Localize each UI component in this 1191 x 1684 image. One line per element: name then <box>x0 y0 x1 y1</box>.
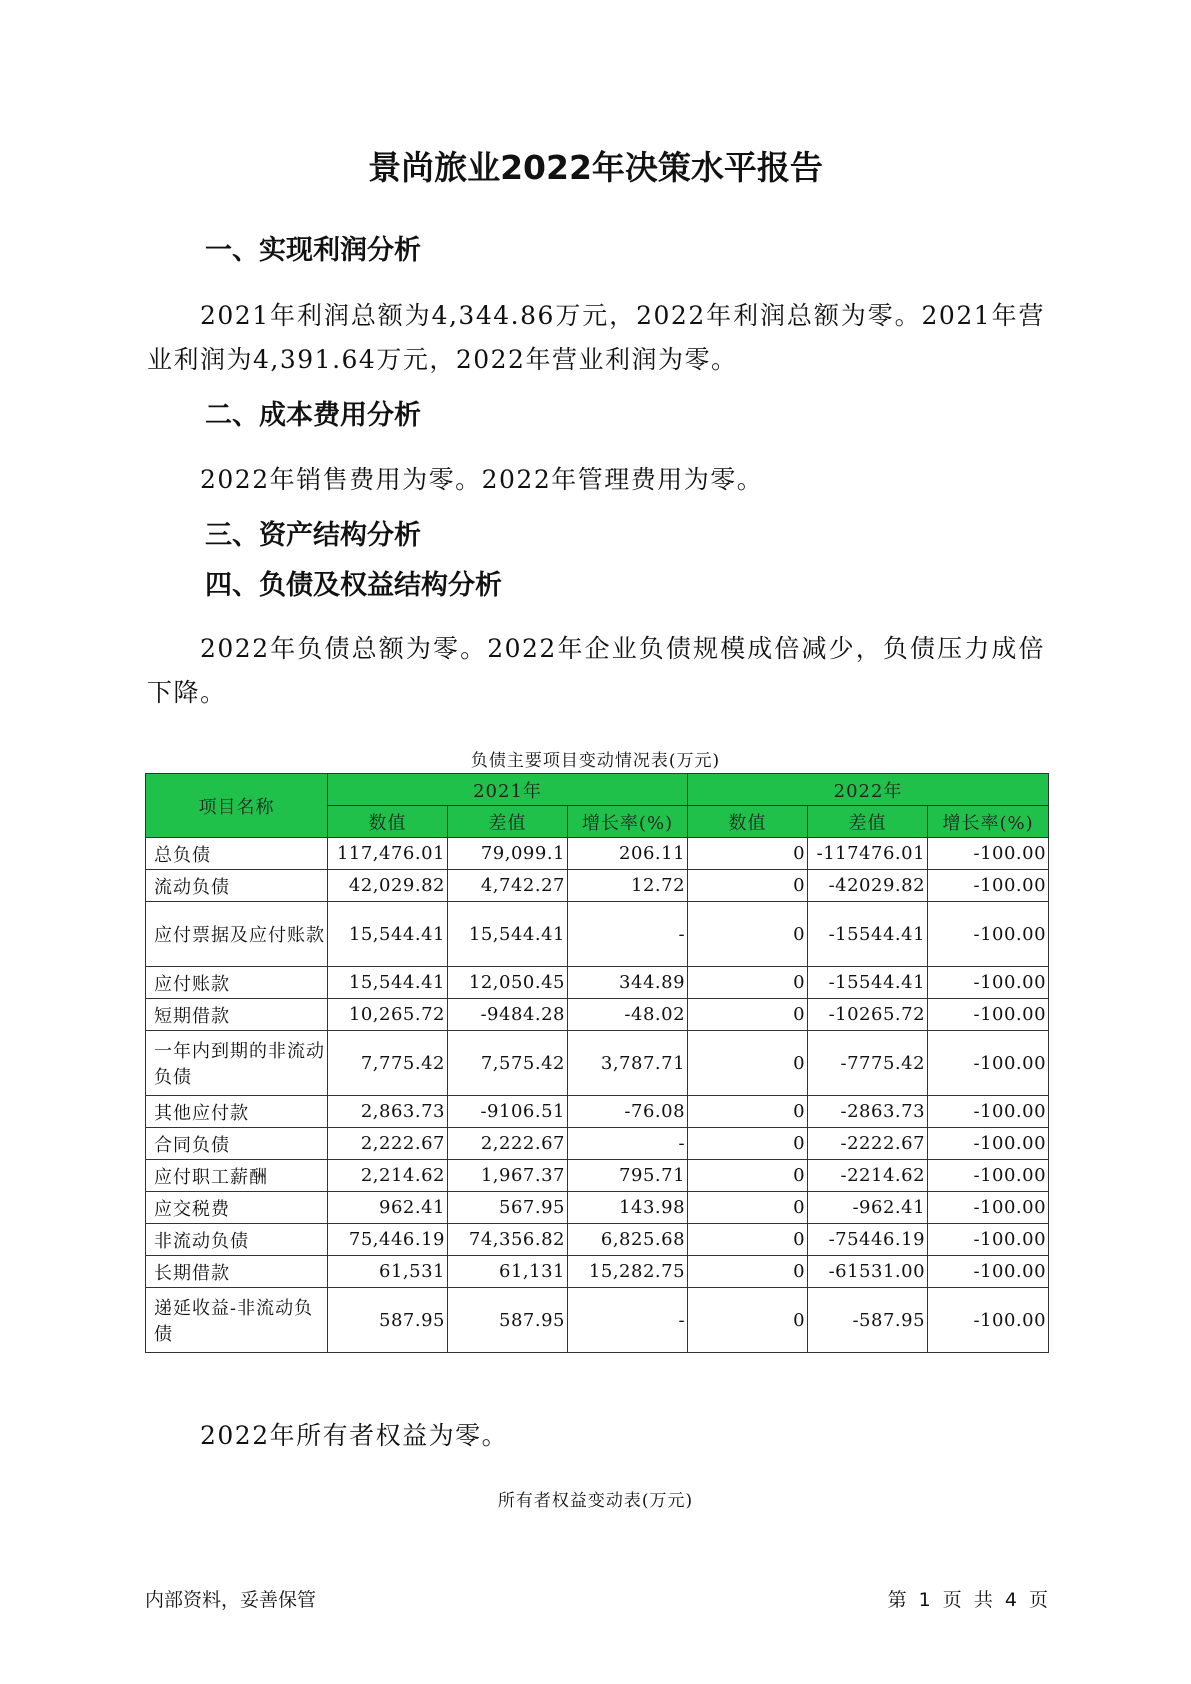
table-cell-value: -2222.67 <box>808 1128 928 1160</box>
table-cell-value: 0 <box>688 1224 808 1256</box>
header-value-2021: 数值 <box>328 806 448 838</box>
section-heading-cost: 二、成本费用分析 <box>205 400 421 431</box>
table-row <box>146 1031 1049 1096</box>
table-cell-value: 795.71 <box>568 1160 688 1192</box>
table-cell-item: 合同负债 <box>146 1128 328 1160</box>
table-cell-value: 12,050.45 <box>448 967 568 999</box>
table-cell-value: 7,575.42 <box>448 1031 568 1096</box>
table-cell-item: 应付票据及应付账款 <box>146 902 328 967</box>
page-title: 景尚旅业2022年决策水平报告 <box>368 148 823 187</box>
table-cell-item: 短期借款 <box>146 999 328 1031</box>
table-cell-value: -75446.19 <box>808 1224 928 1256</box>
equity-table-caption: 所有者权益变动表(万元) <box>497 1491 694 1511</box>
table-row <box>146 1192 1049 1224</box>
header-diff-2022: 差值 <box>808 806 928 838</box>
table-cell-value: -100.00 <box>928 999 1049 1031</box>
table-cell-value: -61531.00 <box>808 1256 928 1288</box>
table-cell-value: - <box>568 902 688 967</box>
table-cell-value: 2,222.67 <box>328 1128 448 1160</box>
table-cell-value: 42,029.82 <box>328 870 448 902</box>
table-cell-value: 0 <box>688 1192 808 1224</box>
table-cell-value: 6,825.68 <box>568 1224 688 1256</box>
table-cell-value: -48.02 <box>568 999 688 1031</box>
table-cell-value: 1,967.37 <box>448 1160 568 1192</box>
header-value-2022: 数值 <box>688 806 808 838</box>
table-row <box>146 1160 1049 1192</box>
table-cell-value: -962.41 <box>808 1192 928 1224</box>
table-cell-item: 流动负债 <box>146 870 328 902</box>
table-cell-value: 567.95 <box>448 1192 568 1224</box>
header-growth-2021: 增长率(%) <box>568 806 688 838</box>
header-growth-2022: 增长率(%) <box>928 806 1049 838</box>
table-cell-item: 非流动负债 <box>146 1224 328 1256</box>
table-row <box>146 967 1049 999</box>
table-cell-item: 应交税费 <box>146 1192 328 1224</box>
table-cell-value: 4,742.27 <box>448 870 568 902</box>
section-heading-profit: 一、实现利润分析 <box>205 235 421 266</box>
footer-confidential: 内部资料，妥善保管 <box>145 1589 317 1611</box>
table-cell-value: 2,222.67 <box>448 1128 568 1160</box>
table-cell-value: -100.00 <box>928 1192 1049 1224</box>
table-row <box>146 1288 1049 1353</box>
table-row <box>146 838 1049 870</box>
table-row <box>146 1128 1049 1160</box>
table-cell-value: 344.89 <box>568 967 688 999</box>
table-cell-value: 587.95 <box>328 1288 448 1353</box>
section-text-profit: 2021年利润总额为4,344.86万元，2022年利润总额为零。2021年营业利润为4,391.64万元，2022年营业利润为零。 <box>147 301 1045 374</box>
footer-page-number: 第 1 页 共 4 页 <box>887 1589 1048 1611</box>
table-cell-item: 一年内到期的非流动负债 <box>146 1031 328 1096</box>
table-cell-value: 15,544.41 <box>328 967 448 999</box>
table-cell-value: 74,356.82 <box>448 1224 568 1256</box>
table-cell-value: -42029.82 <box>808 870 928 902</box>
table-cell-value: -10265.72 <box>808 999 928 1031</box>
table-cell-value: -117476.01 <box>808 838 928 870</box>
header-diff-2021: 差值 <box>448 806 568 838</box>
table-cell-item: 递延收益-非流动负债 <box>146 1288 328 1353</box>
table-cell-value: 0 <box>688 1160 808 1192</box>
table-cell-value: 0 <box>688 999 808 1031</box>
table-cell-value: 0 <box>688 870 808 902</box>
table-cell-item: 应付职工薪酬 <box>146 1160 328 1192</box>
table-cell-value: -100.00 <box>928 1096 1049 1128</box>
table-cell-value: -100.00 <box>928 1224 1049 1256</box>
section-text-cost: 2022年销售费用为零。2022年管理费用为零。 <box>200 465 764 494</box>
header-year-2022: 2022年 <box>688 774 1049 806</box>
table-cell-value: 12.72 <box>568 870 688 902</box>
table-cell-value: - <box>568 1128 688 1160</box>
table-row <box>146 1224 1049 1256</box>
table-cell-value: -9106.51 <box>448 1096 568 1128</box>
table-cell-item: 长期借款 <box>146 1256 328 1288</box>
table-row <box>146 870 1049 902</box>
table-cell-value: 0 <box>688 1031 808 1096</box>
table-cell-value: -7775.42 <box>808 1031 928 1096</box>
table-cell-value: 962.41 <box>328 1192 448 1224</box>
table-cell-value: -15544.41 <box>808 967 928 999</box>
table-cell-value: 15,282.75 <box>568 1256 688 1288</box>
table-cell-value: -100.00 <box>928 967 1049 999</box>
header-year-2021: 2021年 <box>328 774 688 806</box>
table-cell-value: 117,476.01 <box>328 838 448 870</box>
table-cell-value: 7,775.42 <box>328 1031 448 1096</box>
header-item-name: 项目名称 <box>146 774 328 838</box>
liability-table <box>145 773 1049 1353</box>
table-cell-value: -2863.73 <box>808 1096 928 1128</box>
table-cell-value: 61,531 <box>328 1256 448 1288</box>
liability-table-body <box>146 838 1049 1353</box>
table-cell-value: 0 <box>688 1288 808 1353</box>
table-cell-value: 0 <box>688 1256 808 1288</box>
table-cell-value: 10,265.72 <box>328 999 448 1031</box>
table-row <box>146 1256 1049 1288</box>
table-cell-value: 0 <box>688 1128 808 1160</box>
liability-table-caption: 负债主要项目变动情况表(万元) <box>470 751 721 771</box>
table-cell-item: 应付账款 <box>146 967 328 999</box>
table-row <box>146 902 1049 967</box>
table-cell-item: 其他应付款 <box>146 1096 328 1128</box>
table-cell-value: 15,544.41 <box>448 902 568 967</box>
table-cell-value: 0 <box>688 1096 808 1128</box>
table-cell-item: 总负债 <box>146 838 328 870</box>
table-cell-value: 61,131 <box>448 1256 568 1288</box>
table-cell-value: 2,214.62 <box>328 1160 448 1192</box>
table-cell-value: 2,863.73 <box>328 1096 448 1128</box>
table-cell-value: 0 <box>688 838 808 870</box>
table-cell-value: 3,787.71 <box>568 1031 688 1096</box>
table-cell-value: -100.00 <box>928 838 1049 870</box>
table-row <box>146 1096 1049 1128</box>
table-cell-value: -100.00 <box>928 1256 1049 1288</box>
table-cell-value: -15544.41 <box>808 902 928 967</box>
equity-text: 2022年所有者权益为零。 <box>200 1421 509 1450</box>
table-cell-value: -100.00 <box>928 1288 1049 1353</box>
table-cell-value: 206.11 <box>568 838 688 870</box>
table-cell-value: 587.95 <box>448 1288 568 1353</box>
table-cell-value: - <box>568 1288 688 1353</box>
table-row <box>146 999 1049 1031</box>
table-cell-value: 79,099.1 <box>448 838 568 870</box>
table-cell-value: -9484.28 <box>448 999 568 1031</box>
section-heading-liabilities: 四、负债及权益结构分析 <box>205 570 502 601</box>
table-cell-value: -2214.62 <box>808 1160 928 1192</box>
table-cell-value: -100.00 <box>928 902 1049 967</box>
table-cell-value: -100.00 <box>928 1160 1049 1192</box>
table-cell-value: 75,446.19 <box>328 1224 448 1256</box>
table-cell-value: -587.95 <box>808 1288 928 1353</box>
table-cell-value: -100.00 <box>928 1128 1049 1160</box>
table-cell-value: 0 <box>688 967 808 999</box>
table-cell-value: -100.00 <box>928 1031 1049 1096</box>
table-cell-value: -100.00 <box>928 870 1049 902</box>
table-cell-value: 15,544.41 <box>328 902 448 967</box>
table-cell-value: 143.98 <box>568 1192 688 1224</box>
table-cell-value: -76.08 <box>568 1096 688 1128</box>
table-cell-value: 0 <box>688 902 808 967</box>
section-heading-assets: 三、资产结构分析 <box>205 520 421 551</box>
section-text-liabilities: 2022年负债总额为零。2022年企业负债规模成倍减少，负债压力成倍下降。 <box>147 634 1045 707</box>
